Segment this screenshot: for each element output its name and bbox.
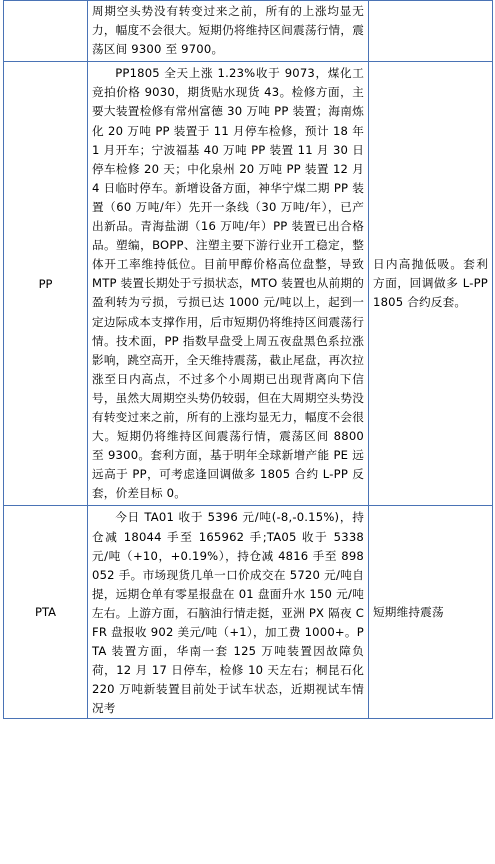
analysis-text-pp: PP1805 全天上涨 1.23%收于 9073，煤化工竞拍价格 9030，期货贴水现货 43。检修方面，主要大装置检修有常州富德 30 万吨 PP 装置；海南炼化 20 万吨 PP 装置于 11 月停车检修，预计 18 年 1 月开车；宁波福基 40 万吨 PP 装置 11 月 30 日停车检修 20 天；中化泉州 20 万吨 PP 装置 12 月 4 日临时停车。新增设备方面，神华宁煤二期 PP 装置（60 万吨/年）先开一条线（30 万吨/年），已产出新品。青海盐湖（16 万吨/年）PP 装置已出合格品。塑编，BOPP、注塑主要下游行业开工稳定，整体开工率维持低位。目前甲醇价格高位盘整，导致 MTP 装置长期处于亏损状态，MTO 装置也从前期的盈利转为亏损，亏损已达 1000 元/吨以上，起到一定边际成本支撑作用，后市短期仍将维持区间震荡行情。技术面，PP 指数早盘受上周五夜盘黑色系拉涨影响，跳空高开，全天维持震荡，截止尾盘，再次拉涨至日内高点，不过多个小周期已出现背离向下信号，虽然大周期空头势仍较弱，但在大周期空头势没有转变过来之前，所有的上涨均显无力，幅度不会很大。短期仍将维持区间震荡行情，震荡区间 8800 至 9300。套利方面，基于明年全球新增产能 PE 远远高于 PP，可考虑逢回调做多 1805 合约 L-PP 反套，价差目标 0。 xyxy=(92,66,364,501)
analysis-cell xyxy=(88,506,369,719)
analysis-text-pta: 今日 TA01 收于 5396 元/吨(-8,-0.15%)，持仓减 18044 手至 165962 手;TA05 收于 5338 元/吨（+10，+0.19%），持仓减 4816 手至 898052 手。市场现货几单一口价成交在 5720 元/吨自提，远期仓单有零星报盘在 01 盘面升水 150 元/吨左右。上游方面，石脑油行情走挺，亚洲 PX 隔夜 CFR 盘报收 902 美元/吨（+1），加工费 1000+。PTA 装置方面，华南一套 125 万吨装置因故障负荷，12 月 17 日停车，检修 10 天左右；桐昆石化 220 万吨新装置目前处于试车状态，近期视试车情况考 xyxy=(92,510,364,716)
strategy-text-pta: 短期维持震荡 xyxy=(373,604,444,619)
row-label-cell xyxy=(4,1,88,62)
table-row xyxy=(4,1,493,62)
strategy-cell xyxy=(369,1,493,62)
table-row-pta xyxy=(4,506,493,719)
commodity-report-table xyxy=(3,0,493,719)
analysis-cell xyxy=(88,62,369,506)
analysis-text: 周期空头势没有转变过来之前，所有的上涨均显无力，幅度不会很大。短期仍将维持区间震荡行情，震荡区间 9300 至 9700。 xyxy=(92,4,364,57)
strategy-cell xyxy=(369,62,493,506)
table-row-pp xyxy=(4,62,493,506)
row-label-cell xyxy=(4,506,88,719)
strategy-text-pp: 日内高抛低吸。套利方面，回调做多 L-PP1805 合约反套。 xyxy=(373,257,488,310)
strategy-cell xyxy=(369,506,493,719)
analysis-cell xyxy=(88,1,369,62)
row-label-pp: PP xyxy=(38,276,53,291)
row-label-cell xyxy=(4,62,88,506)
row-label-pta: PTA xyxy=(35,605,56,620)
